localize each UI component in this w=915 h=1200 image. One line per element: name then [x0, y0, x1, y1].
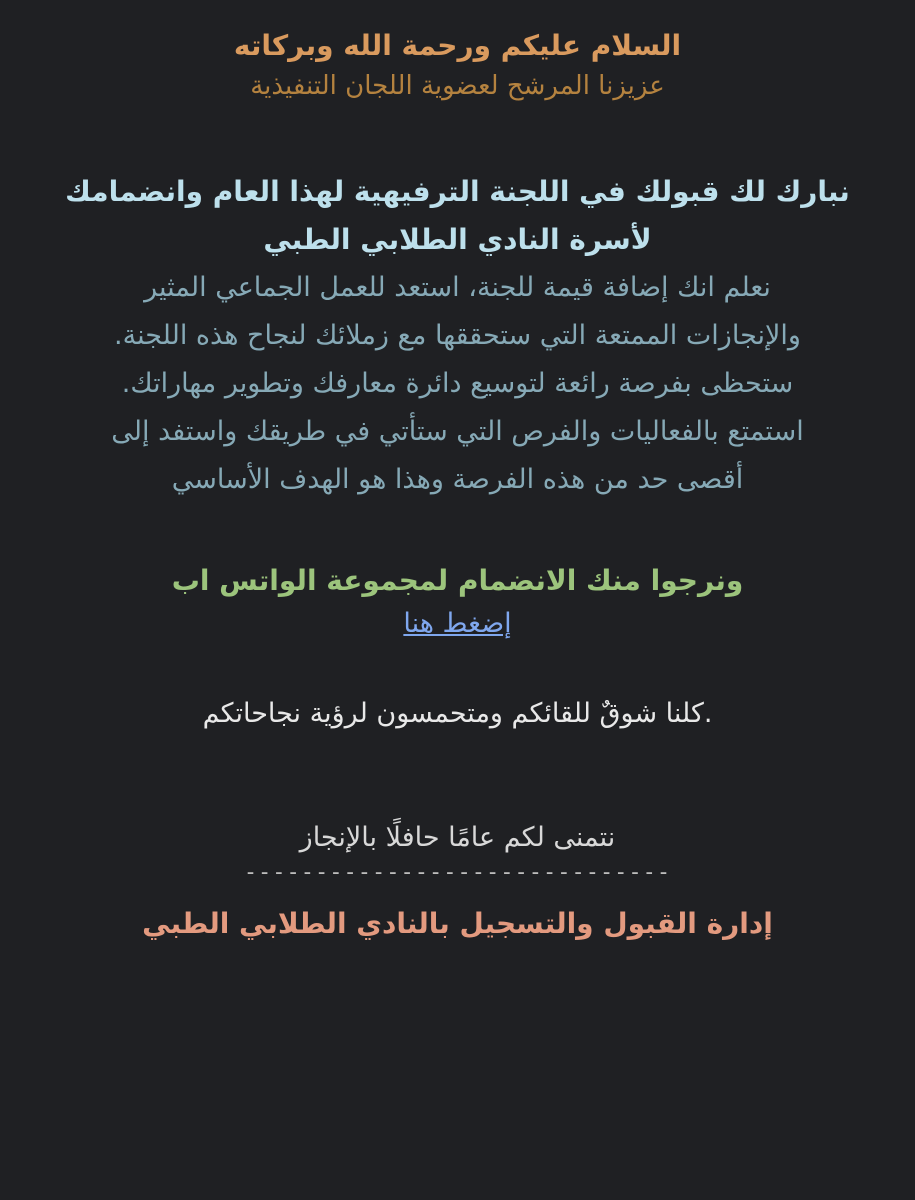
congrats-heading — [34, 168, 881, 264]
subtitle-line: عزيزنا المرشح لعضوية اللجان التنفيذية — [250, 71, 665, 101]
divider: ------------------------------ — [243, 860, 672, 885]
wish-line: نتمنى لكم عامًا حافلًا بالإنجاز — [299, 822, 616, 853]
body-paragraph — [34, 264, 881, 504]
whatsapp-prompt: ونرجوا منك الانضمام لمجموعة الواتس اب — [171, 564, 744, 597]
whatsapp-join-link[interactable]: إضغط هنا — [403, 608, 512, 639]
body-line: نعلم انك إضافة قيمة للجنة، استعد للعمل الجماعي المثير — [144, 272, 771, 303]
greeting-line: السلام عليكم ورحمة الله وبركاته — [233, 29, 682, 62]
body-line: أقصى حد من هذه الفرصة وهذا هو الهدف الأساسي — [171, 464, 744, 495]
congrats-line: نبارك لك قبولك في اللجنة الترفيهية لهذا العام وانضمامك — [65, 175, 850, 208]
body-line: استمتع بالفعاليات والفرص التي ستأتي في طريقك واستفد إلى — [111, 416, 804, 447]
signature: إدارة القبول والتسجيل بالنادي الطلابي الطبي — [142, 907, 773, 940]
body-line: والإنجازات الممتعة التي ستحققها مع زملائك لنجاح هذه اللجنة. — [114, 320, 801, 351]
body-line: ستحظى بفرصة رائعة لتوسيع دائرة معارفك وتطوير مهاراتك. — [121, 368, 794, 399]
closing-line: .كلنا شوقٌ للقائكم ومتحمسون لرؤية نجاحاتكم — [202, 698, 713, 729]
congrats-line: لأسرة النادي الطلابي الطبي — [263, 223, 652, 256]
